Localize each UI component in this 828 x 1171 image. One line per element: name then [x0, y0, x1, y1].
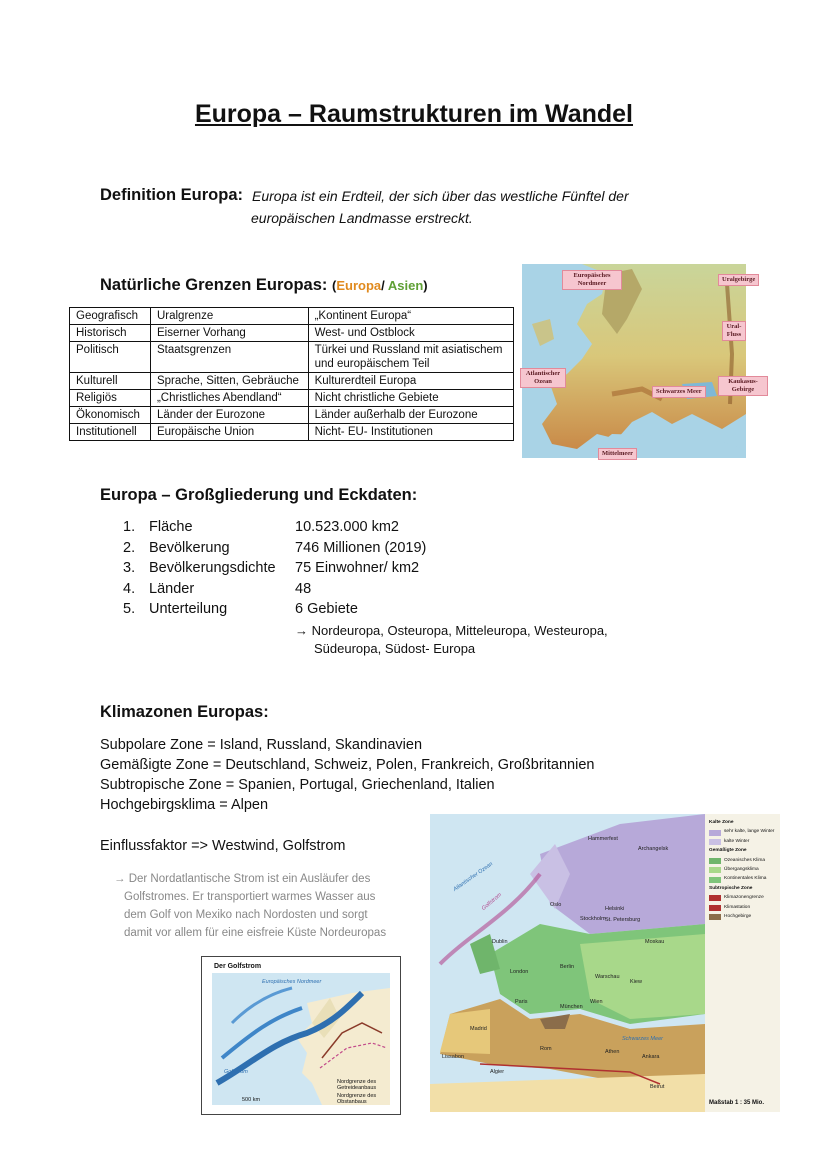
klima-legend-item [709, 848, 776, 854]
klima-heading: Klimazonen Europas: [100, 703, 269, 721]
grenzen-cell-cat: Kulturell [70, 373, 151, 390]
eckdaten-list [123, 519, 643, 622]
klima-legend-item [709, 876, 776, 882]
page-title: Europa – Raumstrukturen im Wandel [194, 100, 634, 128]
golfstrom-note [114, 870, 424, 942]
klima-map-city: Rom [540, 1046, 552, 1052]
paren-close: ) [423, 278, 428, 293]
legend-swatch [709, 839, 721, 845]
klima-legend-item-text: Ozeanisches Klima [724, 857, 766, 863]
klima-map-city: St. Petersburg [605, 917, 641, 923]
grenzen-cell-asien: Türkei und Russland mit asiatischem und europäischem Teil [308, 342, 513, 373]
eckdaten-value: 746 Millionen (2019) [295, 539, 427, 556]
grenzen-cell-asien: Kulturerdteil Europa [308, 373, 513, 390]
grenzen-table-row [70, 325, 514, 342]
map-label-schwarzes-meer: Schwarzes Meer [652, 386, 706, 398]
klima-map-schwarzes-meer: Schwarzes Meer [622, 1036, 663, 1042]
klima-map-city: Berlin [560, 964, 575, 970]
grenzen-cell-cat: Geografisch [70, 308, 151, 325]
arrow-icon: → [295, 623, 308, 638]
klimazonen-map-svg [430, 814, 705, 1112]
klima-legend-item-text: Subtropische Zone [709, 885, 753, 891]
note-line1: Der Nordatlantische Strom ist ein Ausläufer des [128, 873, 371, 885]
klima-map-city: München [560, 1004, 583, 1010]
klima-map-city: Archangelsk [638, 846, 669, 852]
klima-zone-3: Subtropische Zone = Spanien, Portugal, Griechenland, Italien [100, 777, 495, 793]
eckdaten-key: Bevölkerungsdichte [149, 560, 276, 576]
map-label-uralfluss: Ural-Fluss [722, 321, 746, 341]
grenzen-heading-text: Natürliche Grenzen Europas: [100, 276, 328, 294]
eckdaten-num: 2. [123, 539, 136, 556]
legend-swatch [709, 867, 721, 873]
legend-swatch [709, 858, 721, 864]
eckdaten-key: Bevölkerung [149, 539, 230, 556]
grenzen-cell-asien: Länder außerhalb der Eurozone [308, 407, 513, 424]
klima-map-city: Kiew [630, 979, 642, 985]
klima-map-city: Madrid [470, 1026, 487, 1032]
note-line3: dem Golf von Mexiko nach Nordosten und sorgt [124, 909, 368, 921]
klima-legend-item [709, 839, 776, 845]
klima-map-city: Ankara [642, 1054, 660, 1060]
klima-legend-item-text: sehr kalte, lange Winter [724, 829, 775, 835]
eckdaten-key: Länder [149, 580, 195, 597]
eckdaten-key: Unterteilung [149, 601, 228, 617]
note-line2: Golfstromes. Er transportiert warmes Wasser aus [124, 891, 376, 903]
grossgliederung-heading: Europa – Großgliederung und Eckdaten: [100, 486, 418, 504]
grenzen-cell-europa: „Christliches Abendland“ [150, 390, 308, 407]
paren-open: ( [331, 278, 337, 293]
klima-legend-title: Kalte Zone [709, 820, 734, 825]
eckdaten-value: 10.523.000 km2 [295, 519, 399, 535]
eckdaten-num: 1. [123, 519, 136, 535]
europe-physical-map [522, 264, 758, 458]
golfstrom-map-title: Der Golfstrom [214, 963, 262, 970]
legend-slash: / [381, 278, 388, 293]
klima-zone-1: Subpolare Zone = Island, Russland, Skandinavien [100, 737, 423, 753]
grenzen-cell-cat: Religiös [70, 390, 151, 407]
klima-map-city: Helsinki [605, 906, 625, 912]
map-label-uralgebirge: Uralgebirge [718, 274, 759, 286]
eckdaten-item [123, 540, 643, 561]
golfstrom-map [201, 956, 401, 1115]
map-label-atlantik: Atlantischer Ozean [520, 368, 566, 388]
grenzen-table-row [70, 342, 514, 373]
klima-map-city: Warschau [595, 974, 620, 980]
eckdaten-value: 75 Einwohner/ km2 [295, 560, 420, 576]
klima-legend-items [709, 829, 776, 920]
grenzen-cell-europa: Europäische Union [150, 424, 308, 441]
klima-map-city: Stockholm [580, 916, 606, 922]
legend-swatch [709, 895, 721, 901]
golfstrom-map-nordmeer: Europäisches Nordmeer [262, 979, 322, 985]
eckdaten-num: 3. [123, 560, 136, 576]
note-arrow-icon: → [114, 873, 126, 885]
klima-legend-item-text: Hochgebirge [724, 914, 752, 920]
grenzen-cell-europa: Sprache, Sitten, Gebräuche [150, 373, 308, 390]
map-label-nordmeer: Europäisches Nordmeer [562, 270, 622, 290]
klima-map-atlantik: Atlantischer Ozean [452, 861, 494, 893]
definition-label: Definition Europa: [100, 186, 243, 204]
klima-legend-item-text: Gemäßigte Zone [709, 848, 747, 854]
klima-map-city: Dublin [492, 939, 508, 945]
unterteilung-line2: Südeuropa, Südost- Europa [314, 641, 476, 656]
grenzen-table-row [70, 373, 514, 390]
klima-legend-item [709, 858, 776, 864]
klima-map-scale: Maßstab 1 : 35 Mio. [709, 1099, 765, 1106]
klimazonen-map [430, 814, 780, 1112]
grenzen-table-row [70, 390, 514, 407]
klima-legend-item [709, 886, 776, 892]
eckdaten-key: Fläche [149, 519, 193, 535]
golfstrom-map-legend2: Nordgrenze des Obstanbaus [337, 1093, 377, 1105]
grenzen-cell-asien: Nicht- EU- Institutionen [308, 424, 513, 441]
grenzen-cell-asien: „Kontinent Europa“ [308, 308, 513, 325]
klima-map-city: Lissabon [442, 1054, 465, 1060]
legend-asien: Asien [387, 278, 424, 293]
legend-swatch [709, 905, 721, 911]
legend-swatch [709, 877, 721, 883]
klima-legend-item [709, 905, 776, 911]
eckdaten-value: 48 [295, 580, 312, 597]
grenzen-table-row [70, 424, 514, 441]
grenzen-cell-cat: Ökonomisch [70, 407, 151, 424]
klima-zone-2: Gemäßigte Zone = Deutschland, Schweiz, Polen, Frankreich, Großbritannien [100, 757, 595, 773]
map-label-kaukasus: Kaukasus-Gebirge [718, 376, 768, 396]
grenzen-cell-europa: Uralgrenze [150, 308, 308, 325]
unterteilung-detail [295, 622, 608, 658]
eckdaten-item [123, 581, 643, 602]
grenzen-cell-asien: Nicht christliche Gebiete [308, 390, 513, 407]
grenzen-cell-cat: Politisch [70, 342, 151, 373]
klima-legend-item-text: Kontinentales Klima [724, 876, 767, 882]
klima-map-city: Athen [605, 1049, 620, 1055]
einflussfaktor: Einflussfaktor => Westwind, Golfstrom [100, 838, 346, 854]
klima-legend-item-text: kalte Winter [724, 838, 750, 844]
eckdaten-num: 5. [123, 601, 136, 617]
grenzen-heading [100, 276, 428, 295]
grenzen-cell-cat: Institutionell [70, 424, 151, 441]
grenzen-cell-cat: Historisch [70, 325, 151, 342]
grenzen-cell-europa: Staatsgrenzen [150, 342, 308, 373]
klima-map-city: Wien [590, 999, 603, 1005]
klima-map-city: Algier [490, 1069, 505, 1075]
golfstrom-map-scale: 500 km [242, 1097, 261, 1103]
grenzen-table-row [70, 407, 514, 424]
grenzen-cell-europa: Eiserner Vorhang [150, 325, 308, 342]
eckdaten-value: 6 Gebiete [295, 601, 358, 617]
grenzen-legend [332, 278, 428, 293]
legend-swatch [709, 914, 721, 920]
eckdaten-item [123, 601, 643, 622]
europe-physical-map-svg [522, 264, 746, 458]
klima-legend-item [709, 914, 776, 920]
golfstrom-map-legend1: Nordgrenze des Getreideanbaus [337, 1079, 377, 1091]
klima-legend-item [709, 867, 776, 873]
klima-map-city: Paris [515, 999, 528, 1005]
grenzen-cell-europa: Länder der Eurozone [150, 407, 308, 424]
klima-legend-item-text: Klimastation [724, 904, 751, 910]
eckdaten-item [123, 519, 643, 540]
grenzen-table [69, 307, 514, 441]
golfstrom-map-golfstrom: Golfstrom [224, 1069, 248, 1075]
grenzen-cell-asien: West- und Ostblock [308, 325, 513, 342]
definition-text-line2: europäischen Landmasse erstreckt. [251, 210, 473, 226]
klima-legend-item [709, 829, 776, 835]
grenzen-table-row [70, 308, 514, 325]
legend-europa: Europa [336, 278, 382, 293]
klima-legend [705, 814, 780, 1112]
klima-legend-item [709, 895, 776, 901]
klima-legend-item-text: Übergangsklima [724, 867, 759, 873]
map-label-mittelmeer: Mittelmeer [598, 448, 637, 460]
klima-map-city: London [510, 969, 529, 975]
eckdaten-num: 4. [123, 580, 136, 597]
legend-swatch [709, 830, 721, 836]
unterteilung-line1: Nordeuropa, Osteuropa, Mitteleuropa, Westeuropa, [311, 623, 608, 638]
klima-zone-4: Hochgebirgsklima = Alpen [100, 797, 269, 813]
note-line4: damit vor allem für eine eisfreie Küste Nordeuropas [124, 927, 387, 939]
klima-map-city: Moskau [645, 939, 665, 945]
definition-text-line1: Europa ist ein Erdteil, der sich über das westliche Fünftel der [252, 188, 629, 204]
klima-legend-item-text: Klimazonengrenze [724, 895, 764, 901]
klima-map-city: Oslo [550, 902, 562, 908]
klima-map-golfstrom: Golfstrom [480, 892, 503, 912]
klima-map-city: Hammerfest [588, 836, 618, 842]
eckdaten-item [123, 560, 643, 581]
klima-map-city: Beirut [650, 1084, 665, 1090]
